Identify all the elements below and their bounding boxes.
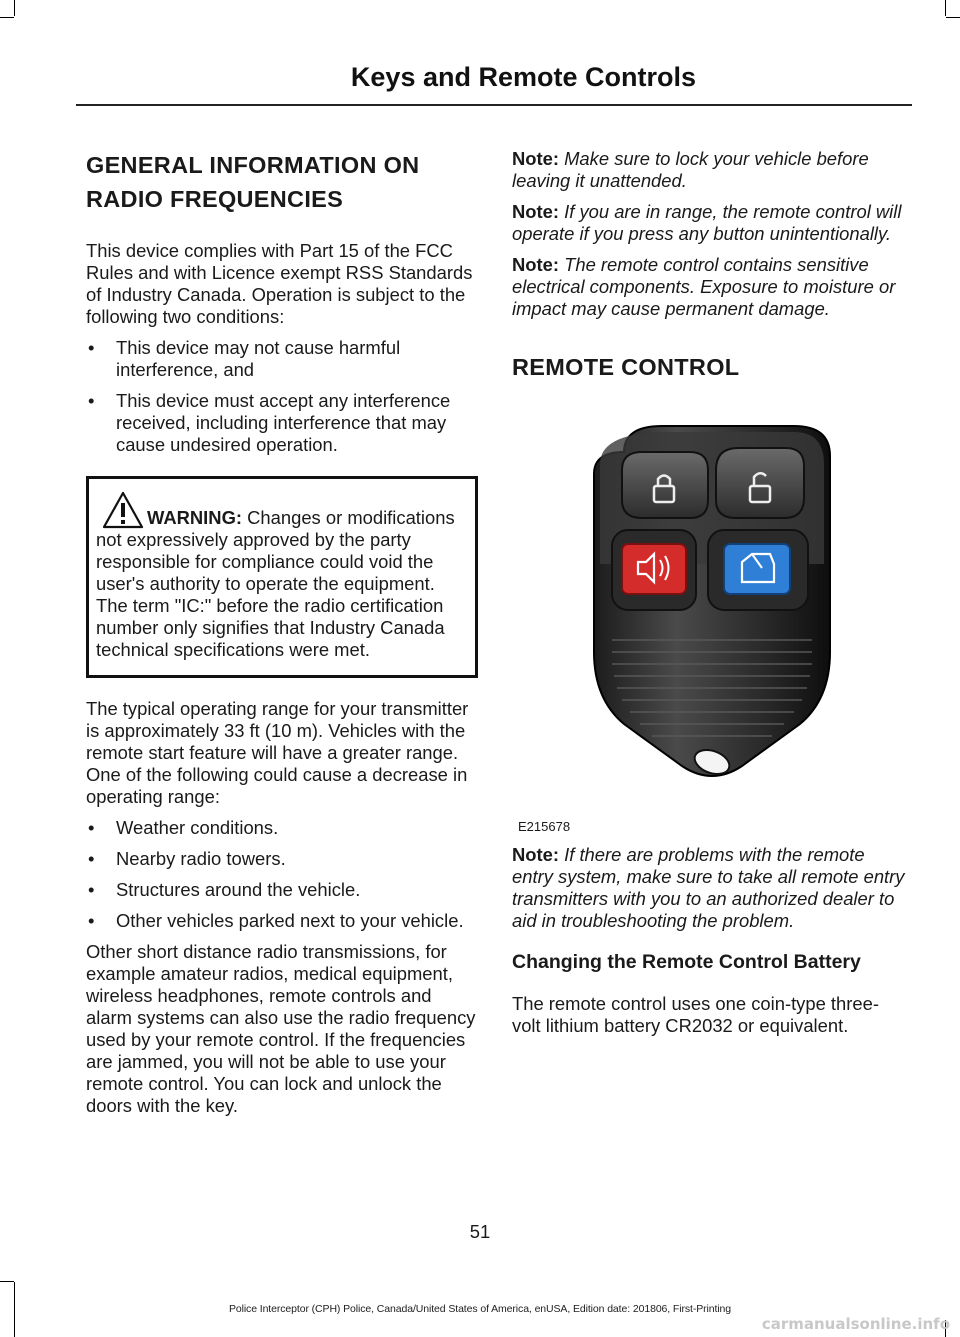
- battery-heading: Changing the Remote Control Battery: [512, 951, 861, 973]
- crop-mark: [0, 1281, 14, 1282]
- note-label: Note:: [512, 844, 559, 865]
- left-column: [86, 148, 478, 1126]
- note-label: Note:: [512, 148, 559, 169]
- crop-mark: [0, 17, 14, 18]
- unlock-button: [716, 448, 804, 518]
- remote-control-heading: REMOTE CONTROL: [512, 354, 740, 380]
- note-text: The remote control contains sensitive electrical components. Exposure to moisture or impact may cause permanent damage.: [512, 254, 896, 319]
- page-header-title: Keys and Remote Controls: [350, 62, 696, 92]
- page-footer: Police Interceptor (CPH) Police, Canada/United States of America, enUSA, Edition date: 201806, First-Printing: [228, 1303, 732, 1315]
- remote-control-figure: [512, 404, 907, 834]
- figure-id: E215678: [518, 819, 571, 834]
- watermark: carmanualsonline.info: [761, 1315, 950, 1333]
- list-item: • This device may not cause harmful interference, and: [86, 337, 478, 381]
- list-item: • This device must accept any interference received, including interference that may cause undesired operation.: [86, 390, 478, 456]
- note-in-range: [512, 201, 907, 245]
- crop-mark: [14, 0, 15, 16]
- warning-text: Changes or modifications not expressively approved by the party responsible for compliance could void the user's authority to operate the equipment. The term "IC:" before the radio certification number only signifies that Industry Canada technical specifications were met.: [96, 507, 455, 660]
- warning-triangle-icon: [101, 490, 145, 530]
- note-remote-problems: [512, 844, 907, 932]
- crop-mark: [945, 0, 946, 16]
- list-item: • Structures around the vehicle.: [86, 879, 478, 901]
- page-number: 51: [469, 1221, 491, 1242]
- right-column: [512, 148, 907, 1046]
- battery-paragraph: The remote control uses one coin-type three-volt lithium battery CR2032 or equivalent.: [512, 993, 879, 1036]
- range-paragraph: The typical operating range for your transmitter is approximately 33 ft (10 m). Vehicles with the remote start feature will have a greater range. One of the following could cause a decrease in operating range:: [86, 698, 469, 807]
- header-rule: [76, 104, 912, 106]
- lock-button: [622, 452, 708, 518]
- note-label: Note:: [512, 254, 559, 275]
- note-label: Note:: [512, 201, 559, 222]
- list-item: • Other vehicles parked next to your vehicle.: [86, 910, 478, 932]
- note-text: Make sure to lock your vehicle before leaving it unattended.: [512, 148, 869, 191]
- interference-paragraph: Other short distance radio transmissions, for example amateur radios, medical equipment, wireless headphones, remote controls and alarm systems can also use the radio frequency used by your remote control. If the frequencies are jammed, you will not be able to use your remote control. You can lock and unlock the doors with the key.: [86, 941, 476, 1116]
- conditions-list: [86, 337, 478, 456]
- range-factors-list: [86, 817, 478, 932]
- panic-button: [612, 530, 696, 610]
- fcc-intro-paragraph: This device complies with Part 15 of the FCC Rules and with Licence exempt RSS Standards of Industry Canada. Operation is subject to the following two conditions:: [86, 240, 473, 327]
- trunk-button: [708, 530, 808, 610]
- key-fob-illustration: [512, 404, 907, 814]
- list-item: • Weather conditions.: [86, 817, 478, 839]
- warning-label: WARNING:: [147, 507, 243, 528]
- note-lock-vehicle: [512, 148, 907, 192]
- crop-mark: [946, 17, 960, 18]
- note-text: If you are in range, the remote control will operate if you press any button unintentionally.: [512, 201, 902, 244]
- radio-frequencies-heading: GENERAL INFORMATION ON RADIO FREQUENCIES: [86, 152, 420, 212]
- list-item: • Nearby radio towers.: [86, 848, 478, 870]
- note-sensitive-components: [512, 254, 907, 320]
- note-text: If there are problems with the remote entry system, make sure to take all remote entry transmitters with you to an authorized dealer to aid in troubleshooting the problem.: [512, 844, 905, 931]
- warning-box: [86, 476, 478, 678]
